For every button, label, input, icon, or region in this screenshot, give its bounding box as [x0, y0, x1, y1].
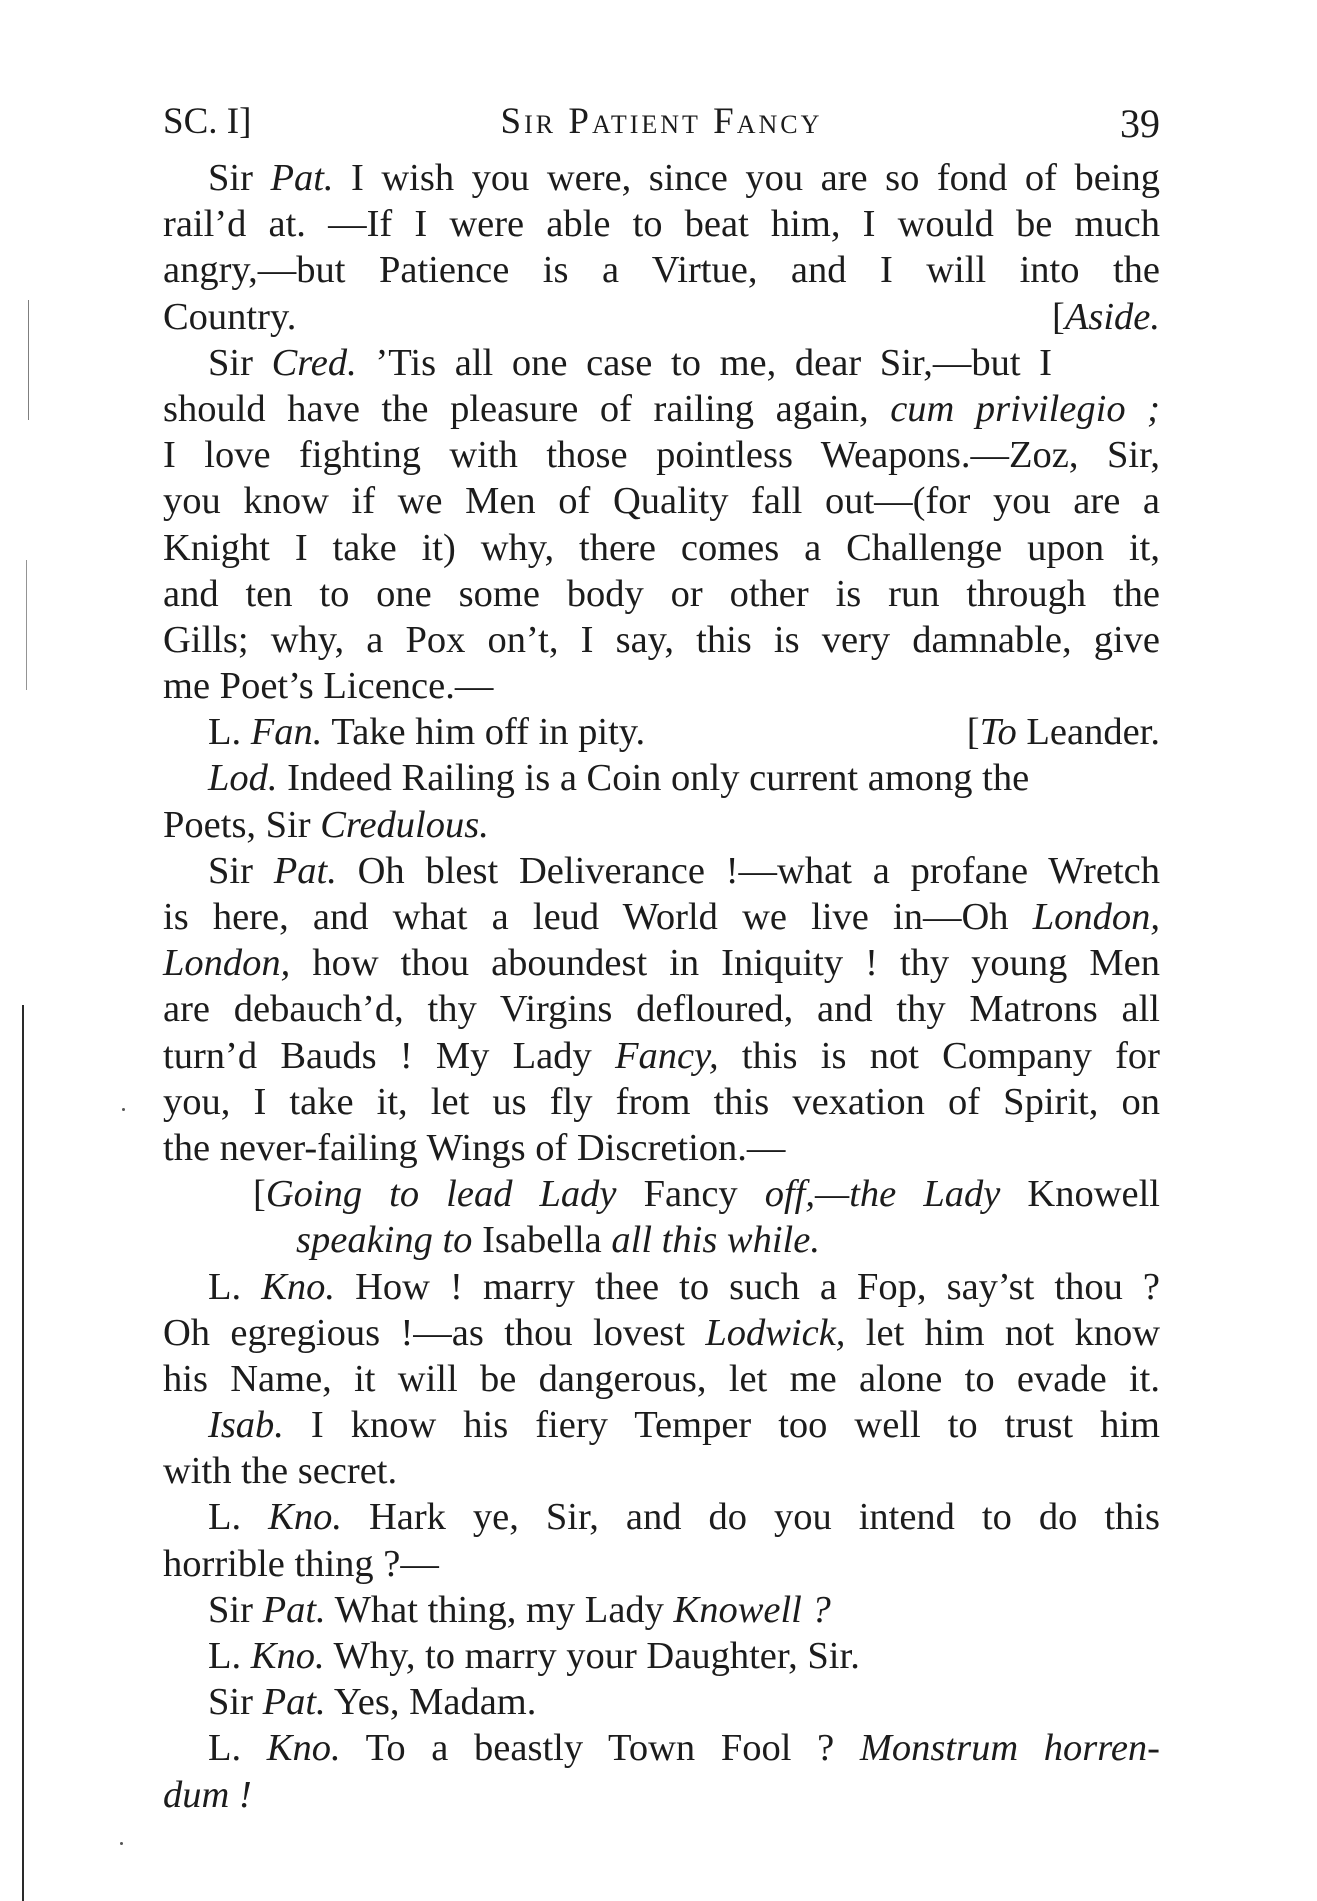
text-line [163, 571, 1160, 617]
text-span: I love fighting with those pointless Weapons.—Zoz, Sir, [163, 434, 1160, 477]
text-line [163, 1679, 1160, 1725]
text-span: Poets, Sir [163, 803, 321, 846]
stage-direction-right [967, 709, 1160, 755]
italic-text-span: Lod. [208, 757, 278, 800]
text-line [163, 1541, 1160, 1587]
italic-text-span: Credulous. [320, 803, 489, 846]
text-line [163, 432, 1160, 478]
italic-text-span: Kno. [268, 1496, 342, 1539]
italic-text-span: Cred. [271, 341, 357, 384]
text-span: Why, to marry your Daughter, Sir. [324, 1635, 860, 1677]
text-line [163, 1448, 1160, 1494]
text-line [163, 1725, 1160, 1771]
text-line [163, 1264, 1160, 1310]
text-span: Leander. [1016, 711, 1160, 754]
binding-edge-mark [28, 300, 29, 420]
italic-text-span: Fancy, [614, 1034, 719, 1077]
text-span: Knight I take it) why, there comes a Challenge upon it, [163, 526, 1160, 569]
text-line [163, 340, 1160, 386]
italic-text-span: Pat. [270, 157, 334, 199]
text-line [163, 1402, 1160, 1448]
text-span: Oh blest Deliverance !—what a profane Wretch [336, 849, 1160, 892]
text-span: and ten to one some body or other is run through the [163, 572, 1160, 615]
italic-text-span: Monstrum horren- [859, 1727, 1160, 1770]
italic-text-span: off,—the Lady [764, 1173, 1001, 1216]
text-line [163, 1033, 1160, 1079]
text-line [163, 940, 1160, 986]
italic-text-span: speaking to [296, 1219, 473, 1262]
text-span: Indeed Railing is a Coin only current among the [277, 757, 1030, 800]
text-span: turn’d Bauds ! My Lady [163, 1034, 615, 1077]
italic-text-span: Fan. [250, 711, 323, 754]
text-span: horrible thing ?— [163, 1542, 439, 1585]
text-line [163, 386, 1160, 432]
text-span: his Name, it will be dangerous, let me alone to evade it. [163, 1357, 1160, 1400]
running-title: Sir Patient Fancy [500, 101, 823, 142]
italic-text-span: London, [163, 942, 291, 985]
italic-text-span: Kno. [250, 1635, 325, 1677]
text-span: Sir [208, 157, 271, 199]
text-span: L. [208, 711, 251, 754]
text-span: this is not Company for [718, 1034, 1160, 1077]
text-line [163, 1217, 1160, 1263]
italic-text-span: Going to lead Lady [265, 1173, 617, 1216]
italic-text-span: To [979, 711, 1017, 754]
text-line [163, 1494, 1160, 1540]
text-line [163, 894, 1160, 940]
text-span: Fancy [616, 1173, 765, 1216]
text-span: angry,—but Patience is a Virtue, and I will into the [163, 249, 1160, 292]
text-line [163, 802, 1160, 848]
text-span: the never-failing Wings of Discretion.— [163, 1126, 786, 1169]
text-span: are debauch’d, thy Virgins defloured, and thy Matrons all [163, 988, 1160, 1031]
text-span: how thou aboundest in Iniquity ! thy young Men [290, 942, 1160, 985]
italic-text-span: all this while. [611, 1219, 820, 1262]
italic-text-span: cum privilegio ; [890, 387, 1160, 430]
text-span: rail’d at. —If I were able to beat him, I would be much [163, 203, 1160, 246]
text-span: is here, and what a leud World we live in—Oh [163, 896, 1033, 938]
italic-text-span: Isab. [208, 1404, 284, 1447]
text-line [163, 1079, 1160, 1125]
text-line [163, 294, 1160, 340]
text-span: with the secret. [163, 1450, 398, 1493]
stage-direction-right [1052, 294, 1160, 340]
text-span: Take him off in pity. [322, 711, 646, 754]
text-line [163, 755, 1160, 801]
italic-text-span: Aside. [1064, 295, 1160, 338]
text-line [163, 1633, 1160, 1679]
text-span: you know if we Men of Quality fall out—(for you are a [163, 480, 1160, 523]
text-line [163, 247, 1160, 293]
italic-text-span: Pat. [262, 1681, 326, 1724]
text-line [163, 525, 1160, 571]
text-span: let him not know [845, 1311, 1160, 1354]
text-span: Knowell [1000, 1173, 1160, 1216]
text-span: How ! marry thee to such a Fop, say’st thou ? [335, 1265, 1160, 1308]
text-span: Isabella [472, 1219, 612, 1262]
text-line [163, 848, 1160, 894]
text-line [163, 478, 1160, 524]
text-span: Sir [208, 1681, 263, 1724]
italic-text-span: Pat. [262, 1588, 326, 1631]
italic-text-span: London, [1032, 896, 1160, 938]
text-span: L. [208, 1635, 251, 1677]
text-span: [ [1052, 295, 1065, 338]
italic-text-span: Kno. [261, 1265, 336, 1308]
text-line [163, 617, 1160, 663]
text-line [163, 1310, 1160, 1356]
text-span: [ [253, 1173, 266, 1216]
text-span: L. [208, 1265, 262, 1308]
italic-text-span: Knowell ? [673, 1588, 831, 1631]
text-span: [ [966, 711, 980, 754]
text-line [163, 1587, 1160, 1633]
text-span: What thing, my Lady [325, 1588, 674, 1631]
text-line [163, 1171, 1160, 1217]
paper-speck [122, 1108, 125, 1111]
text-line [163, 1125, 1160, 1171]
text-line [163, 986, 1160, 1032]
text-span: Hark ye, Sir, and do you intend to do this [341, 1496, 1160, 1539]
text-span: Gills; why, a Pox on’t, I say, this is very damnable, give [163, 618, 1160, 661]
text-span: I know his fiery Temper too well to trust him [283, 1404, 1160, 1447]
text-line [163, 663, 1160, 709]
text-span: Yes, Madam. [325, 1681, 537, 1724]
italic-text-span: Pat. [273, 849, 337, 892]
act-scene-label: SC. I] [163, 101, 252, 142]
text-span: To a beastly Town Fool ? [340, 1727, 860, 1770]
text-line [163, 155, 1160, 201]
text-span: L. [208, 1727, 267, 1770]
italic-text-span: dum ! [163, 1773, 252, 1816]
text-span: I wish you were, since you are so fond of being [333, 157, 1160, 199]
text-span: Sir [208, 341, 272, 384]
binding-edge-mark [26, 560, 27, 690]
text-line [163, 709, 1160, 755]
text-span: me Poet’s Licence.— [163, 665, 494, 708]
text-span: ’Tis all one case to me, dear Sir,—but I [356, 341, 1052, 384]
text-span: Country. [163, 295, 297, 338]
text-span: should have the pleasure of railing again, [163, 387, 891, 430]
text-span: Sir [208, 1588, 263, 1631]
text-line [163, 201, 1160, 247]
italic-text-span: Kno. [266, 1727, 341, 1770]
text-line [163, 1772, 1160, 1818]
text-span: you, I take it, let us fly from this vexation of Spirit, on [163, 1080, 1160, 1123]
italic-text-span: Lodwick, [705, 1311, 846, 1354]
page-number: 39 [1120, 101, 1160, 146]
text-span: Sir [208, 849, 274, 892]
play-text-body [163, 155, 1160, 1818]
text-span: Oh egregious !—as thou lovest [163, 1311, 706, 1354]
text-line [163, 1356, 1160, 1402]
paper-speck [120, 1842, 123, 1845]
binding-edge-mark [22, 1005, 24, 1901]
text-span: L. [208, 1496, 269, 1539]
page-header [163, 100, 1160, 150]
